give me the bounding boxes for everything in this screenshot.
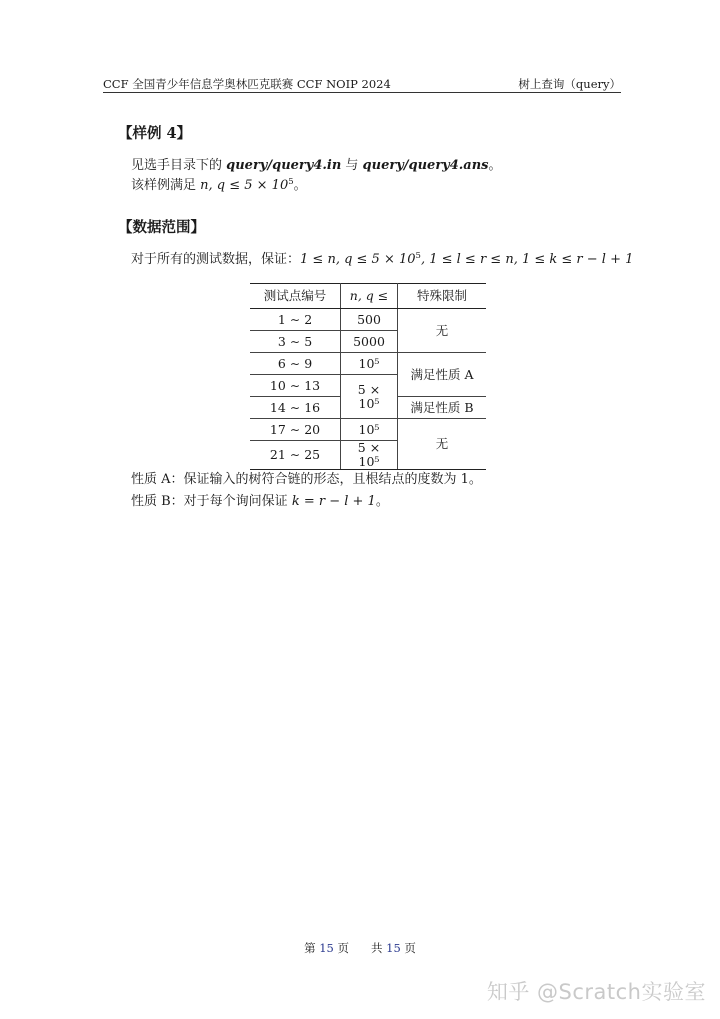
range-title: 【数据范围】 [118,219,205,236]
col-header-cases: 测试点编号 [250,284,341,309]
limits-table [250,283,486,470]
property-b: 性质 B：对于每个询问保证 k = r − l + 1。 [131,494,389,509]
table-cell: 5 × 10⁵ [341,375,398,419]
page-header [103,76,621,93]
property-a: 性质 A：保证输入的树符合链的形态，且根结点的度数为 1。 [131,472,482,487]
table-cell: 1 ∼ 2 [250,309,341,331]
table-cell: 17 ∼ 20 [250,419,341,441]
table-cell: 10 ∼ 13 [250,375,341,397]
table-header-row [250,284,486,309]
table-cell: 5000 [341,331,398,353]
table-cell: 满足性质 A [398,353,487,397]
table-row [250,353,486,375]
table-cell: 10⁵ [341,353,398,375]
header-problem-name: 树上查询（query） [518,77,621,91]
sample-title: 【样例 4】 [118,125,192,142]
table-cell: 无 [398,419,487,470]
table-cell: 6 ∼ 9 [250,353,341,375]
sample-constraint-math: n, q ≤ 5 × 10 [200,178,289,193]
table-cell: 10⁵ [341,419,398,441]
sample-constraint-line: 该样例满足 n, $q \le 5 \times 10^5$。 [131,177,307,193]
table-cell: 3 ∼ 5 [250,331,341,353]
table-row [250,309,486,331]
table-cell: 14 ∼ 16 [250,397,341,419]
table-cell: 5 × 10⁵ [341,441,398,470]
col-header-special: 特殊限制 [398,284,487,309]
table-cell: 无 [435,322,449,338]
sample-answer-file: query/query4.ans [362,158,489,173]
table-cell: 500 [341,309,398,331]
table-cell: 21 ∼ 25 [250,441,341,470]
total-pages: 15 [386,941,401,955]
table-row [250,419,486,441]
page-number: 15 [319,941,334,955]
range-intro-line: 对于所有的测试数据，保证：1 ≤ n, $q \le 5 \times 10^5$, 1 ≤ l ≤ r ≤ n, 1 ≤ k ≤ r − l + 1 [131,251,634,267]
table-cell: 满足性质 B [398,397,487,419]
col-header-nq: n, q ≤ [341,284,398,309]
sample-input-file: query/query4.in [226,158,342,173]
header-contest-name: CCF 全国青少年信息学奥林匹克联赛 CCF NOIP 2024 [103,77,391,91]
property-b-math: k = r − l + 1 [291,494,376,509]
range-math: 1 ≤ n, q ≤ 5 × 10 [300,252,416,267]
sample-files-line: 见选手目录下的 query/query4.in 与 query/query4.ans。 [131,158,502,173]
watermark: 知乎 @Scratch实验室 [486,980,706,1004]
page-footer: 第 15 页 共 15 页 [304,941,416,955]
